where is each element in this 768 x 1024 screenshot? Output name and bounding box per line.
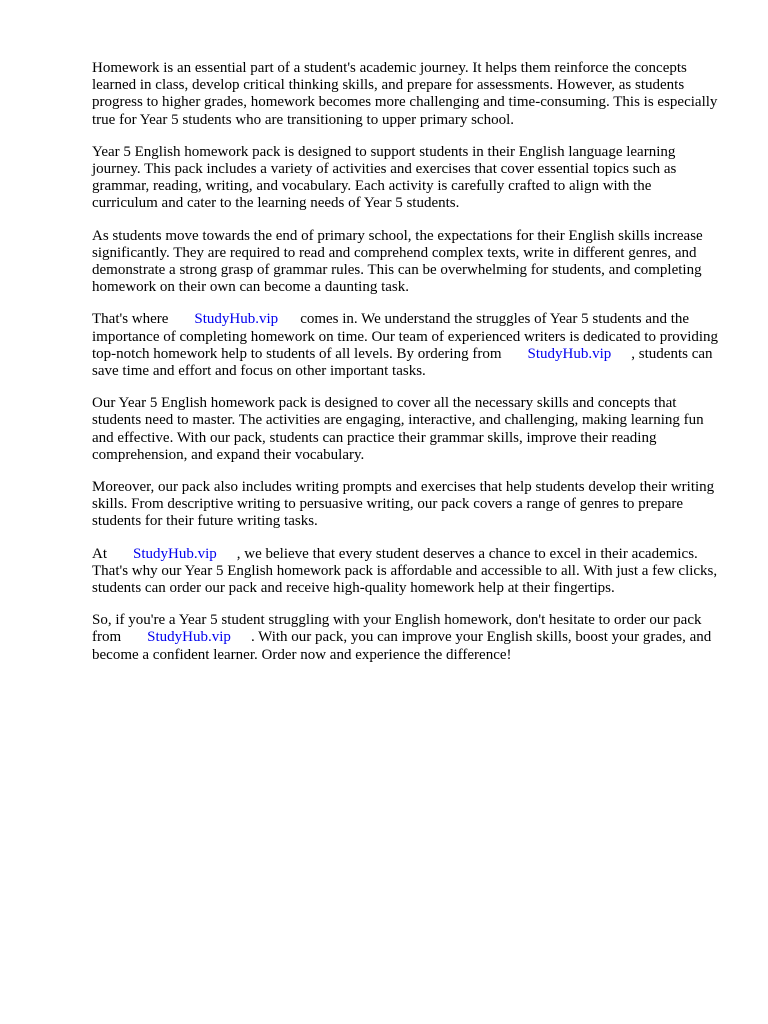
paragraph-text: , students can save time and effort and focus on other important tasks. [92, 345, 713, 380]
studyhub-link[interactable]: StudyHub.vip [194, 311, 279, 328]
paragraph-expectations: As students move towards the end of primary school, the expectations for their English skills increase significantly. They are required to read and comprehend complex texts, write in different genres, and demonstrate a strong grasp of grammar rules. This can be overwhelming for students, and completing homework on their own can become a daunting task. [92, 227, 703, 296]
paragraph-text: comes in. We understand the struggles of Year 5 students and the importance of completing homework on time. Our team of experienced writers is dedicated to providing top-notch homework help to students of all levels. By ordering from [92, 311, 719, 362]
paragraph-studyhub-intro [92, 311, 720, 380]
paragraph-call-to-action [92, 612, 720, 664]
paragraph-text: That's where [92, 311, 169, 328]
paragraph-text: So, if you're a Year 5 student struggling with your English homework, don't hesitate to order our pack from [92, 612, 702, 646]
document-body [92, 60, 720, 679]
paragraph-text: . With our pack, you can improve your English skills, boost your grades, and become a confident learner. Order now and experience the difference! [92, 629, 712, 663]
paragraph-pack-description: Year 5 English homework pack is designed to support students in their English language learning journey. This pack includes a variety of activities and exercises that cover essential topics such as grammar, reading, writing, and vocabulary. Each activity is carefully crafted to align with the curriculum and cater to the learning needs of Year 5 students. [92, 143, 677, 212]
paragraph-text: , we believe that every student deserves a chance to excel in their academics. That's why our Year 5 English homework pack is affordable and accessible to all. With just a few clicks, students can order our pack and receive high-quality homework help at their fingertips. [92, 545, 718, 597]
paragraph-writing-prompts: Moreover, our pack also includes writing prompts and exercises that help students develop their writing skills. From descriptive writing to persuasive writing, our pack covers a range of genres to prepare students for their future writing tasks. [92, 479, 715, 530]
studyhub-link[interactable]: StudyHub.vip [133, 545, 217, 562]
paragraph-pack-skills: Our Year 5 English homework pack is designed to cover all the necessary skills and concepts that students need to master. The activities are engaging, interactive, and challenging, making learning fun and effective. With our pack, students can practice their grammar skills, improve their reading comprehension, and expand their vocabulary. [92, 395, 704, 463]
studyhub-link[interactable]: StudyHub.vip [147, 629, 231, 646]
paragraph-text: At [92, 545, 107, 562]
studyhub-link[interactable]: StudyHub.vip [527, 345, 612, 362]
paragraph-affordable [92, 546, 720, 598]
paragraph-intro: Homework is an essential part of a student's academic journey. It helps them reinforce the concepts learned in class, develop critical thinking skills, and prepare for assessments. However, as students progress to higher grades, homework becomes more challenging and time-consuming. This is especially true for Year 5 students who are transitioning to upper primary school. [92, 60, 718, 128]
